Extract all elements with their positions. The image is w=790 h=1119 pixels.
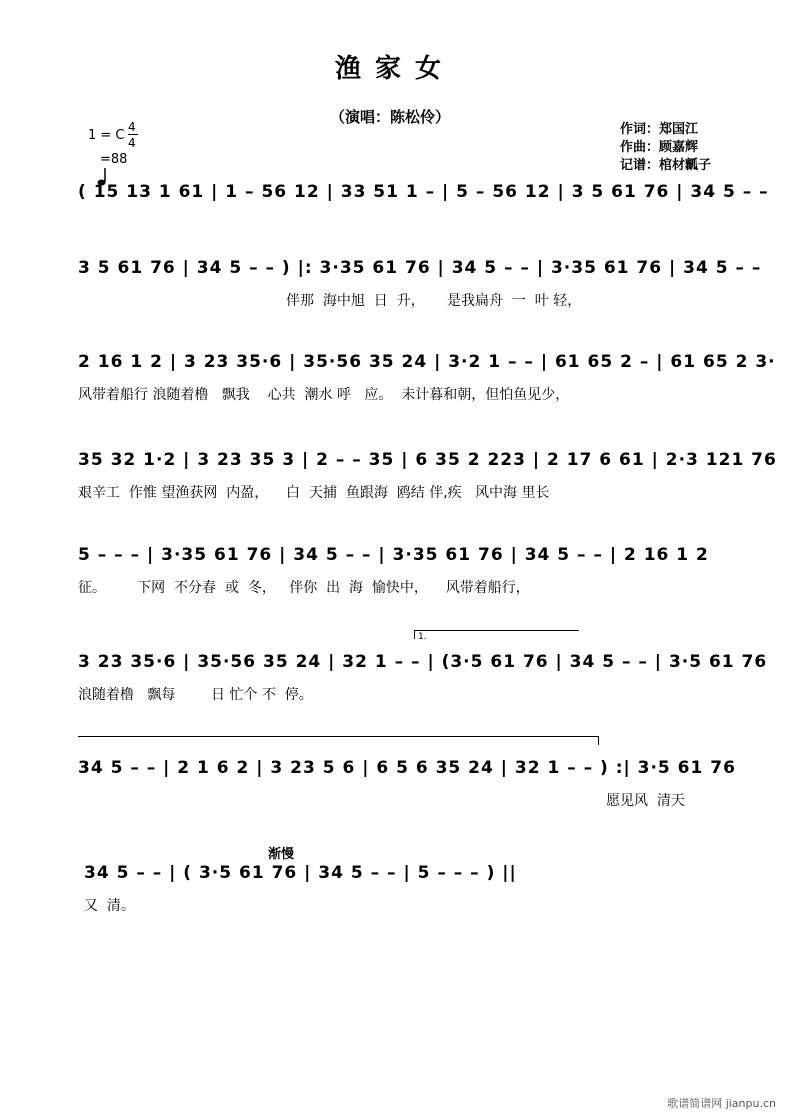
notes: 3 5 61 76 | 34 5 – – ) |: 3·35 61 76 | 34 5 – – | 3·35 61 76 | 34 5 – – [78,258,762,278]
site-watermark: 歌谱简谱网 jianpu.cn [667,1097,776,1110]
composer-credit: 作曲：顾嘉辉 [620,140,699,155]
key-signature: 1 = C [88,128,125,143]
volta-number: 1. [418,632,427,642]
performer-credit: （演唱：陈松伶） [330,108,451,126]
lyrics: 征。 下网 不分春 或 冬， 伴你 出 海 愉快中， 风带着船行， [78,580,530,596]
lyrics: 愿见风 清天 [606,793,685,809]
time-signature-bottom: 4 [128,136,136,150]
notes: 3 23 35·6 | 35·56 35 24 | 32 1 – – | (3·5 61 76 | 34 5 – – | 3·5 61 76 [78,652,768,672]
lyricist-credit: 作词：郑国江 [620,122,699,137]
lyrics: 伴那 海中旭 日 升， 是我扁舟 一 叶 轻， [286,293,582,309]
lyrics: 浪随着橹 飘每 日 忙个 不 停。 [78,687,313,703]
notes: 2 16 1 2 | 3 23 35·6 | 35·56 35 24 | 3·2 1 – – | 61 65 2 – | 61 65 2 3· [78,352,776,372]
lyrics: 又 清。 [84,898,135,914]
notes: 5 – – – | 3·35 61 76 | 34 5 – – | 3·35 61 76 | 34 5 – – | 2 16 1 2 [78,545,709,565]
notes: 35 32 1·2 | 3 23 35 3 | 2 – – 35 | 6 35 2 223 | 2 17 6 61 | 2·3 121 76 [78,450,777,470]
notes: ( 15 13 1 61 | 1 – 56 12 | 33 51 1 – | 5 – 56 12 | 3 5 61 76 | 34 5 – – [78,182,769,202]
notes: 34 5 – – | 2 1 6 2 | 3 23 5 6 | 6 5 6 35 24 | 32 1 – – ) :| 3·5 61 76 [78,758,736,778]
transcriber-credit: 记谱：棺材瓤子 [620,158,712,173]
first-ending-bracket-continued [78,736,599,745]
first-ending-bracket [414,630,579,642]
tempo-marking: =88 [100,152,128,167]
time-signature-top: 4 [128,120,136,134]
notes: 34 5 – – | ( 3·5 61 76 | 34 5 – – | 5 – – – ) || [84,863,517,883]
song-title: 渔家女 [334,54,455,84]
time-signature-divider [128,134,138,135]
lyrics: 风带着船行 浪随着橹 飘我 心共 潮水 呼 应。 未计暮和朝，但怕鱼见少， [78,387,570,403]
lyrics: 艰辛工 作惟 望渔获网 内盈， 白 天捕 鱼跟海 鸥结 伴,疾 风中海 里长 [78,485,550,501]
ritardando-marking: 渐慢 [268,847,295,862]
